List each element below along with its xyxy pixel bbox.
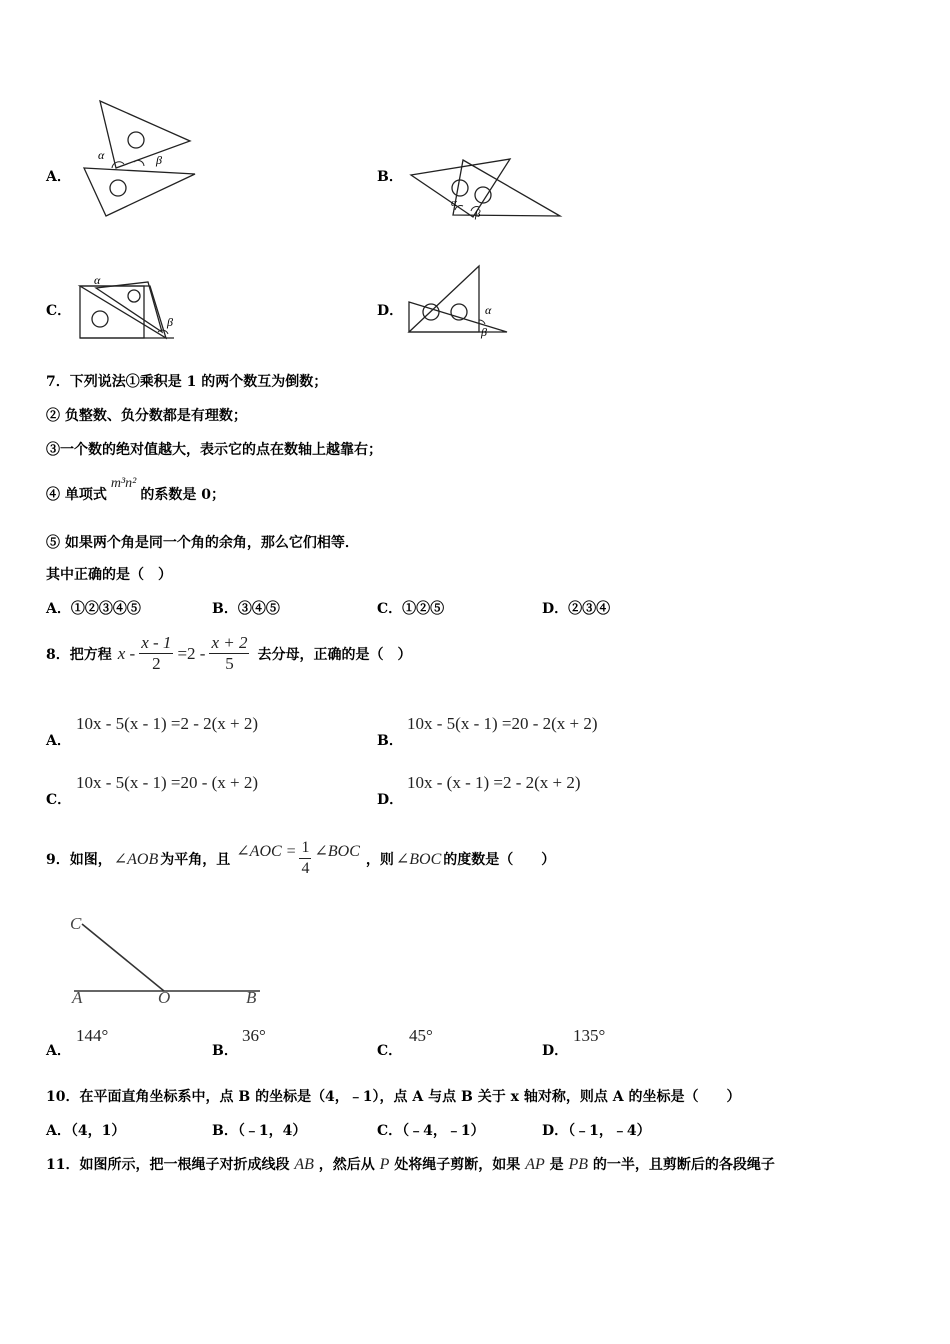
option-label: D． <box>542 601 569 617</box>
q8-suffix: 去分母，正确的是（ ） <box>257 646 412 663</box>
q9-title <box>46 838 555 879</box>
question-11 <box>46 1154 775 1174</box>
q8-prefix: 8．把方程 <box>46 646 112 663</box>
angle-alpha-label: α <box>94 273 101 287</box>
q11-text-2: ，然后从 <box>318 1157 375 1173</box>
q7-statement-3: ③一个数的绝对值越大，表示它的点在数轴上越靠右； <box>46 442 382 458</box>
fraction-1-denominator: 2 <box>152 654 161 673</box>
option-label: D． <box>542 1123 569 1139</box>
q9-option-a-label[interactable]: A． <box>46 1043 71 1059</box>
angle-aob: ∠AOB <box>113 850 159 868</box>
segment-ap: AP <box>525 1156 545 1173</box>
q9-fraction-denominator: 4 <box>301 860 310 877</box>
q11-text-1: 11．如图所示，把一根绳子对折成线段 <box>46 1157 290 1173</box>
option-label: B． <box>212 1123 238 1139</box>
q9-fraction-numerator: 1 <box>299 838 311 859</box>
q7-option-a[interactable] <box>46 598 141 618</box>
option-text: （4，1） <box>70 1123 126 1139</box>
q7-title: 7．下列说法①乘积是 1 的两个数互为倒数； <box>46 374 328 390</box>
option-text: ①②③④⑤ <box>70 601 141 617</box>
segment-ab: AB <box>294 1156 314 1173</box>
q7-statement-4-prefix: ④ 单项式 <box>46 487 107 503</box>
option-text: ②③④ <box>568 601 611 617</box>
q7-option-c[interactable] <box>377 598 444 618</box>
point-o-label: O <box>158 988 171 1007</box>
angle-beta-label: β <box>475 208 481 220</box>
q8-option-c-expr: 10x - 5(x - 1) =20 - (x + 2) <box>76 773 259 792</box>
q11-text-5: 的一半，且剪断后的各段绳子 <box>592 1157 775 1173</box>
q8-option-a-label[interactable]: A． <box>46 733 71 749</box>
q8-option-d-expr: 10x - (x - 1) =2 - 2(x + 2) <box>407 773 581 792</box>
q8-option-b-label[interactable]: B． <box>377 733 403 749</box>
q9-suffix: 的度数是（ ） <box>443 851 556 868</box>
fraction-1-numerator: x - 1 <box>141 633 172 652</box>
option-label: C． <box>377 601 403 617</box>
q9-option-a-value: 144° <box>76 1026 109 1045</box>
option-label: C． <box>377 1123 403 1139</box>
option-text: （﹣1，4） <box>237 1123 307 1139</box>
fraction-2-denominator: 5 <box>225 654 234 673</box>
q7-option-b[interactable] <box>212 598 280 618</box>
q9-option-d-value: 135° <box>573 1026 606 1045</box>
angle-alpha-label: α <box>485 303 492 317</box>
q6-option-b-label[interactable]: B． <box>377 169 403 185</box>
fraction-1 <box>139 633 173 674</box>
option-text: ③④⑤ <box>237 601 280 617</box>
q10-option-c[interactable] <box>377 1120 485 1140</box>
q9-mid: 为平角，且 <box>160 851 231 868</box>
q7-statement-2: ② 负整数、负分数都是有理数； <box>46 408 247 424</box>
q11-text-3: 处将绳子剪断，如果 <box>394 1157 521 1173</box>
angle-beta-label: β <box>156 153 162 167</box>
q8-title <box>46 633 411 674</box>
q6-option-c-label[interactable]: C． <box>46 303 72 319</box>
angle-beta-label: β <box>167 315 173 329</box>
q8-option-d-label[interactable]: D． <box>377 792 404 808</box>
fraction-2-numerator: x + 2 <box>211 633 248 652</box>
option-label: A． <box>46 1123 71 1139</box>
q6-option-a-label[interactable]: A． <box>46 169 71 185</box>
q11-text-4: 是 <box>549 1157 564 1173</box>
option-label: A． <box>46 601 71 617</box>
q6-figure-d <box>405 262 515 342</box>
q7-statement-4-suffix: 的系数是 0； <box>140 487 226 503</box>
angle-beta-label: β <box>481 325 487 339</box>
point-c-label: C <box>70 914 82 933</box>
q10-option-d[interactable] <box>542 1120 651 1140</box>
q9-option-c-value: 45° <box>409 1026 433 1045</box>
q9-option-d-label[interactable]: D． <box>542 1043 569 1059</box>
q10-title: 10．在平面直角坐标系中，点 B 的坐标是（4，﹣1），点 A 与点 B 关于 x 轴对称，则点 A 的坐标是（ ） <box>46 1089 741 1105</box>
q6-option-d-label[interactable]: D． <box>377 303 404 319</box>
q7-statement-5: ⑤ 如果两个角是同一个角的余角，那么它们相等． <box>46 535 359 551</box>
option-label: B． <box>212 601 238 617</box>
q8-option-a-expr: 10x - 5(x - 1) =2 - 2(x + 2) <box>76 714 259 733</box>
angle-alpha-label: α <box>98 148 105 162</box>
q7-option-d[interactable] <box>542 598 610 618</box>
q8-option-b-expr: 10x - 5(x - 1) =20 - 2(x + 2) <box>407 714 598 733</box>
q9-angle-figure <box>66 912 266 1007</box>
eq-left: ∠AOC = <box>236 842 297 860</box>
q8-option-c-label[interactable]: C． <box>46 792 72 808</box>
q6-figure-b <box>405 155 565 225</box>
q10-option-b[interactable] <box>212 1120 306 1140</box>
q9-option-b-value: 36° <box>242 1026 266 1045</box>
option-text: ①②⑤ <box>402 601 445 617</box>
q10-option-a[interactable] <box>46 1120 125 1140</box>
q7-stem: 其中正确的是（ ） <box>46 567 172 583</box>
q6-figure-a <box>80 98 200 223</box>
q9-after: ，则 <box>365 851 394 868</box>
q9-fraction <box>299 838 311 879</box>
angle-boc: ∠BOC <box>395 850 442 868</box>
q9-option-c-label[interactable]: C． <box>377 1043 403 1059</box>
fraction-2 <box>209 633 249 674</box>
point-p: P <box>379 1156 390 1173</box>
option-text: （﹣1，﹣4） <box>568 1123 651 1139</box>
eq-mid: =2 - <box>177 643 206 663</box>
option-text: （﹣4，﹣1） <box>402 1123 485 1139</box>
q7-statement-4 <box>46 476 226 504</box>
segment-pb: PB <box>568 1156 589 1173</box>
q9-option-b-label[interactable]: B． <box>212 1043 238 1059</box>
q6-figure-c <box>76 272 186 344</box>
eq-lead: x - <box>117 643 136 663</box>
monomial-expression: m³n² <box>110 476 137 491</box>
point-a-label: A <box>72 988 83 1007</box>
eq-right: ∠BOC <box>314 842 360 860</box>
q9-prefix: 9．如图， <box>46 851 112 868</box>
angle-alpha-label: α <box>451 197 457 209</box>
point-b-label: B <box>246 988 257 1007</box>
